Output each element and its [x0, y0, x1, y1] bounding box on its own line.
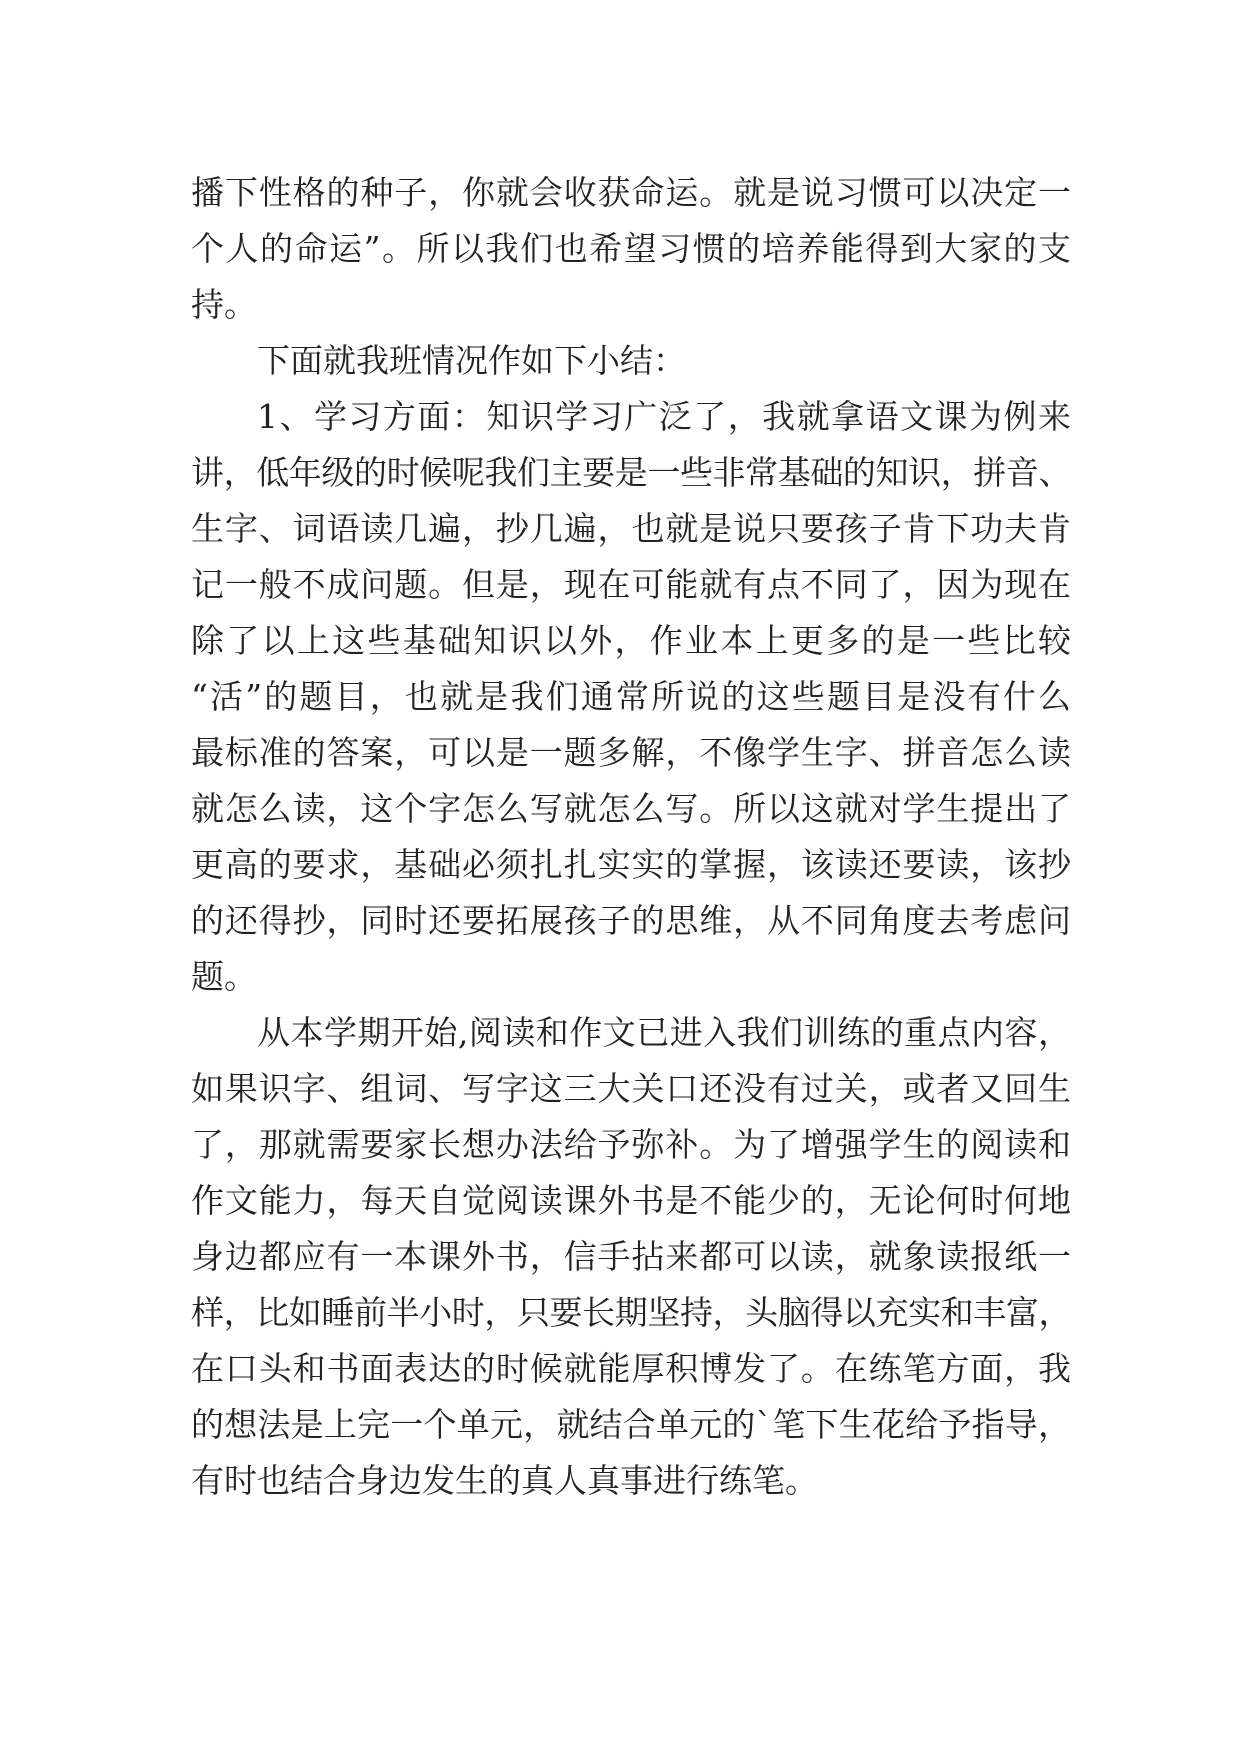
text-line: 作文能力，每天自觉阅读课外书是不能少的，无论何时何地 — [191, 1181, 1071, 1220]
paragraph-study-heading-line: 1、学习方面：知识学习广泛了，我就拿语文课为例来 — [257, 397, 1071, 436]
text-line: 的还得抄，同时还要拓展孩子的思维，从不同角度去考虑问 — [191, 901, 1071, 940]
text-line: 最标准的答案，可以是一题多解，不像学生字、拼音怎么读 — [191, 733, 1071, 772]
body-text — [191, 165, 1071, 1509]
text-line: 了，那就需要家长想办法给予弥补。为了增强学生的阅读和 — [191, 1125, 1071, 1164]
text-line: 如果识字、组词、写字这三大关口还没有过关，或者又回生 — [191, 1069, 1071, 1108]
text-line: 题。 — [191, 957, 257, 996]
text-line: 有时也结合身边发生的真人真事进行练笔。 — [191, 1461, 818, 1500]
text-line: 除了以上这些基础知识以外，作业本上更多的是一些比较 — [191, 621, 1071, 660]
text-line: 身边都应有一本课外书，信手拈来都可以读，就象读报纸一 — [191, 1237, 1071, 1276]
text-line: 持。 — [191, 285, 257, 324]
text-line: 记一般不成问题。但是，现在可能就有点不同了，因为现在 — [191, 565, 1071, 604]
text-line: 在口头和书面表达的时候就能厚积博发了。在练笔方面，我 — [191, 1349, 1071, 1388]
paragraph-intro-line: 下面就我班情况作如下小结： — [257, 341, 686, 380]
text-line: “活”的题目，也就是我们通常所说的这些题目是没有什么 — [191, 677, 1071, 716]
text-line: 播下性格的种子，你就会收获命运。就是说习惯可以决定一 — [191, 173, 1071, 212]
text-line: 样，比如睡前半小时，只要长期坚持，头脑得以充实和丰富， — [191, 1293, 1071, 1332]
text-line: 讲，低年级的时候呢我们主要是一些非常基础的知识，拼音、 — [191, 453, 1071, 492]
text-line: 更高的要求，基础必须扎扎实实的掌握，该读还要读，该抄 — [191, 845, 1071, 884]
text-line: 个人的命运”。所以我们也希望习惯的培养能得到大家的支 — [191, 229, 1071, 268]
text-line: 生字、词语读几遍，抄几遍，也就是说只要孩子肯下功夫肯 — [191, 509, 1071, 548]
paragraph-reading-first-line: 从本学期开始,阅读和作文已进入我们训练的重点内容， — [257, 1013, 1071, 1052]
text-line: 的想法是上完一个单元，就结合单元的`笔下生花给予指导， — [191, 1405, 1071, 1444]
text-line: 就怎么读，这个字怎么写就怎么写。所以这就对学生提出了 — [191, 789, 1071, 828]
